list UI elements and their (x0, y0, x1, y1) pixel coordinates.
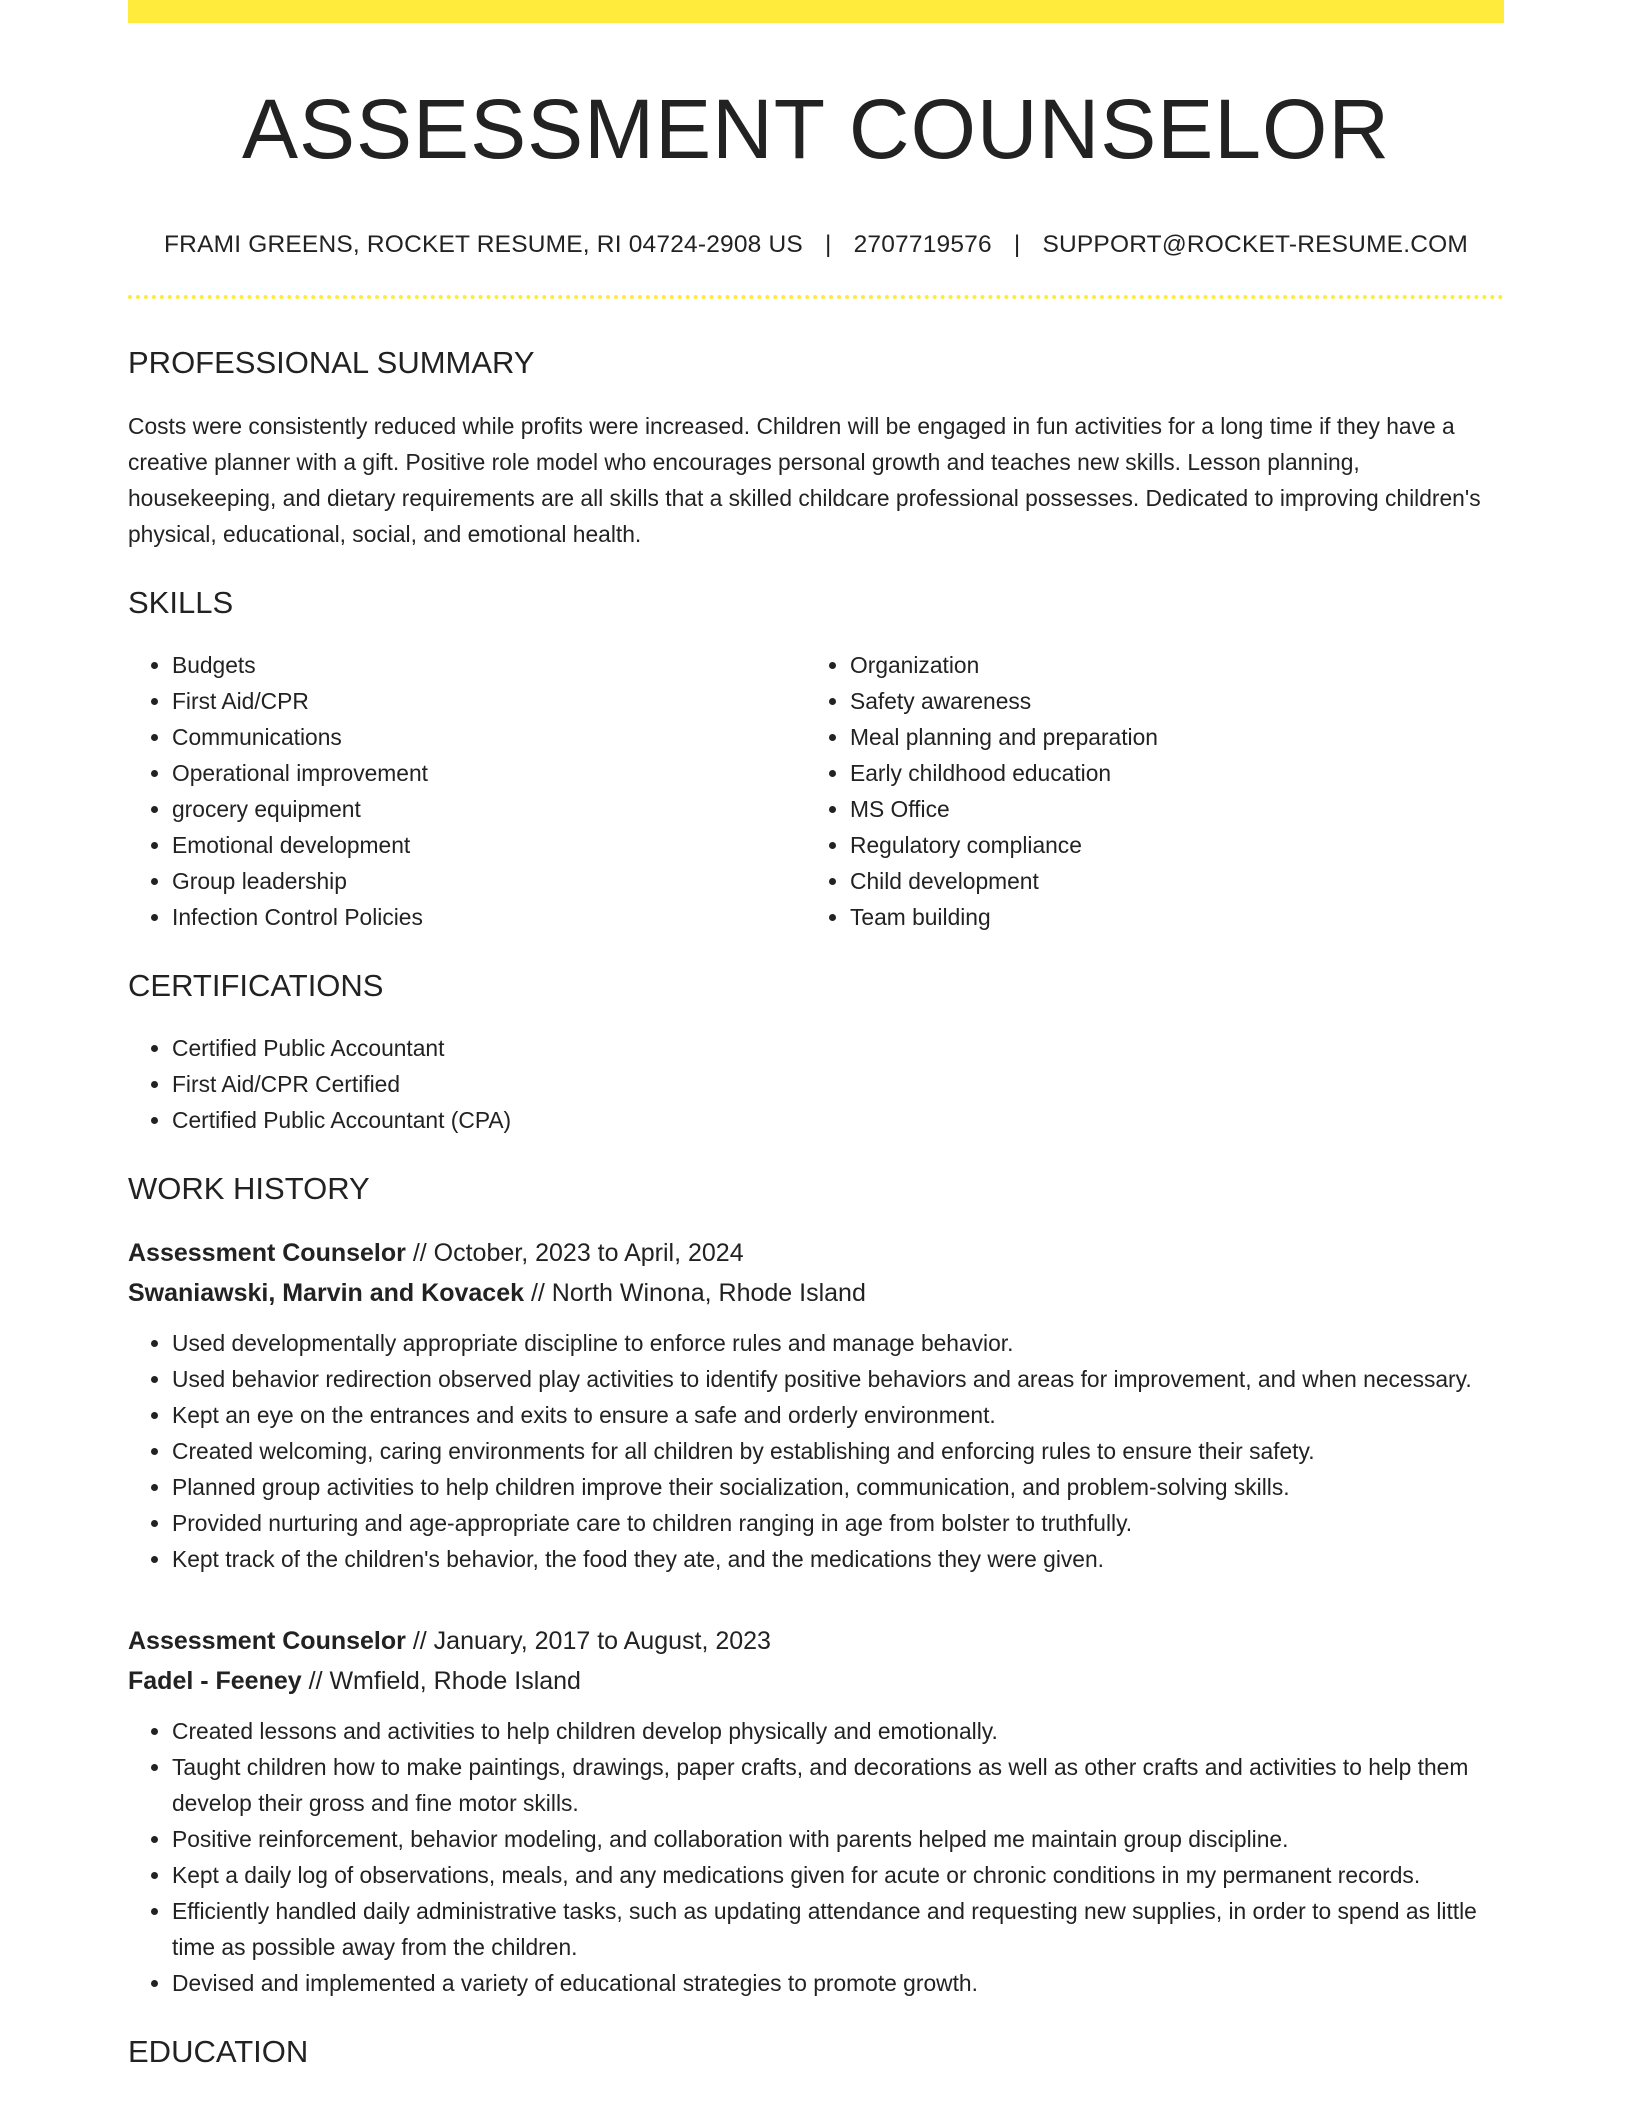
job-bullet: • Taught children how to make paintings, drawings, paper crafts, and decorations as well as other crafts and activities to help them develop their gross and fine motor skills. (172, 1749, 1504, 1821)
contact-phone: 2707719576 (853, 231, 992, 259)
job-bullet: • Efficiently handled daily administrative tasks, such as updating attendance and requesting new supplies, in order to spend as little time as possible away from the children. (172, 1893, 1504, 1965)
job-bullet: • Positive reinforcement, behavior modeling, and collaboration with parents helped me maintain group discipline. (172, 1821, 1504, 1857)
job-bullet: • Created welcoming, caring environments for all children by establishing and enforcing rules to ensure their safety. (172, 1433, 1504, 1469)
certifications-section (128, 967, 1504, 1138)
job-company: Swaniawski, Marvin and Kovacek (128, 1279, 524, 1308)
contact-separator: | (1013, 231, 1021, 259)
job-company-line (128, 1661, 1504, 1701)
job-bullet: • Devised and implemented a variety of educational strategies to promote growth. (172, 1965, 1504, 2001)
skills-list-left (128, 647, 806, 935)
skills-section (128, 584, 1504, 935)
summary-heading: PROFESSIONAL SUMMARY (128, 345, 535, 381)
skills-column-right (806, 647, 1484, 935)
job-bullets (128, 1325, 1504, 1577)
job-bullet: • Kept a daily log of observations, meals, and any medications given for acute or chronic conditions in my permanent records. (172, 1857, 1504, 1893)
resume-title: ASSESSMENT COUNSELOR (241, 82, 1391, 176)
skill-item: • Meal planning and preparation (850, 719, 1484, 755)
summary-text: Costs were consistently reduced while profits were increased. Children will be engaged in fun activities for a long time if they have a creative planner with a gift. Positive role model who encourages personal growth and teaches new skills. Lesson planning, housekeeping, and dietary requirements are all skills that a skilled childcare professional possesses. Dedicated to improving children's physical, educational, social, and emotional health. (128, 412, 1481, 547)
summary-section (128, 344, 1504, 551)
skill-item: • Budgets (172, 647, 806, 683)
job-location: // Wmfield, Rhode Island (308, 1667, 581, 1696)
job-company-line (128, 1273, 1504, 1313)
skill-item: • Child development (850, 863, 1484, 899)
skill-item: • grocery equipment (172, 791, 806, 827)
job-bullet: • Provided nurturing and age-appropriate care to children ranging in age from bolster to truthfully. (172, 1505, 1504, 1541)
job-title-line (128, 1621, 1504, 1661)
skill-item: • Communications (172, 719, 806, 755)
skills-list-right (806, 647, 1484, 935)
certification-item: • First Aid/CPR Certified (172, 1066, 1504, 1102)
certifications-list (128, 1030, 1504, 1138)
skill-item: • Operational improvement (172, 755, 806, 791)
job-title: Assessment Counselor (128, 1239, 406, 1268)
job-entry (128, 1621, 1504, 2001)
job-dates: // October, 2023 to April, 2024 (412, 1239, 744, 1268)
skill-item: • Group leadership (172, 863, 806, 899)
skill-item: • MS Office (850, 791, 1484, 827)
job-bullet: • Kept track of the children's behavior, the food they ate, and the medications they were given. (172, 1541, 1504, 1577)
job-entry (128, 1233, 1504, 1577)
skill-item: • Regulatory compliance (850, 827, 1484, 863)
skill-item: • Team building (850, 899, 1484, 935)
accent-top-bar (128, 0, 1504, 23)
job-bullet: • Planned group activities to help children improve their socialization, communication, and problem-solving skills. (172, 1469, 1504, 1505)
job-bullet: • Kept an eye on the entrances and exits to ensure a safe and orderly environment. (172, 1397, 1504, 1433)
education-section (128, 2033, 1504, 2070)
job-bullet: • Used developmentally appropriate discipline to enforce rules and manage behavior. (172, 1325, 1504, 1361)
job-company: Fadel - Feeney (128, 1667, 302, 1696)
contact-email: SUPPORT@ROCKET-RESUME.COM (1042, 231, 1468, 259)
certifications-heading: CERTIFICATIONS (128, 967, 384, 1003)
job-title: Assessment Counselor (128, 1627, 406, 1656)
skill-item: • Infection Control Policies (172, 899, 806, 935)
contact-line (128, 231, 1504, 259)
skill-item: • Early childhood education (850, 755, 1484, 791)
job-bullets (128, 1713, 1504, 2001)
job-dates: // January, 2017 to August, 2023 (412, 1627, 771, 1656)
skill-item: • Safety awareness (850, 683, 1484, 719)
certification-item: • Certified Public Accountant (CPA) (172, 1102, 1504, 1138)
work-history-heading: WORK HISTORY (128, 1170, 370, 1206)
skills-grid (128, 647, 1504, 935)
education-heading: EDUCATION (128, 2034, 309, 2070)
job-title-line (128, 1233, 1504, 1273)
skill-item: • Organization (850, 647, 1484, 683)
job-bullet: • Created lessons and activities to help children develop physically and emotionally. (172, 1713, 1504, 1749)
skills-heading: SKILLS (128, 584, 234, 620)
job-bullet: • Used behavior redirection observed play activities to identify positive behaviors and areas for improvement, and when necessary. (172, 1361, 1504, 1397)
skill-item: • Emotional development (172, 827, 806, 863)
job-location: // North Winona, Rhode Island (530, 1279, 866, 1308)
certification-item: • Certified Public Accountant (172, 1030, 1504, 1066)
header-divider (128, 295, 1504, 299)
contact-address: FRAMI GREENS, ROCKET RESUME, RI 04724-2908 US (164, 231, 803, 259)
skill-item: • First Aid/CPR (172, 683, 806, 719)
skills-column-left (128, 647, 806, 935)
resume-page (128, 0, 1504, 2070)
work-history-section (128, 1170, 1504, 2001)
contact-separator: | (824, 231, 832, 259)
